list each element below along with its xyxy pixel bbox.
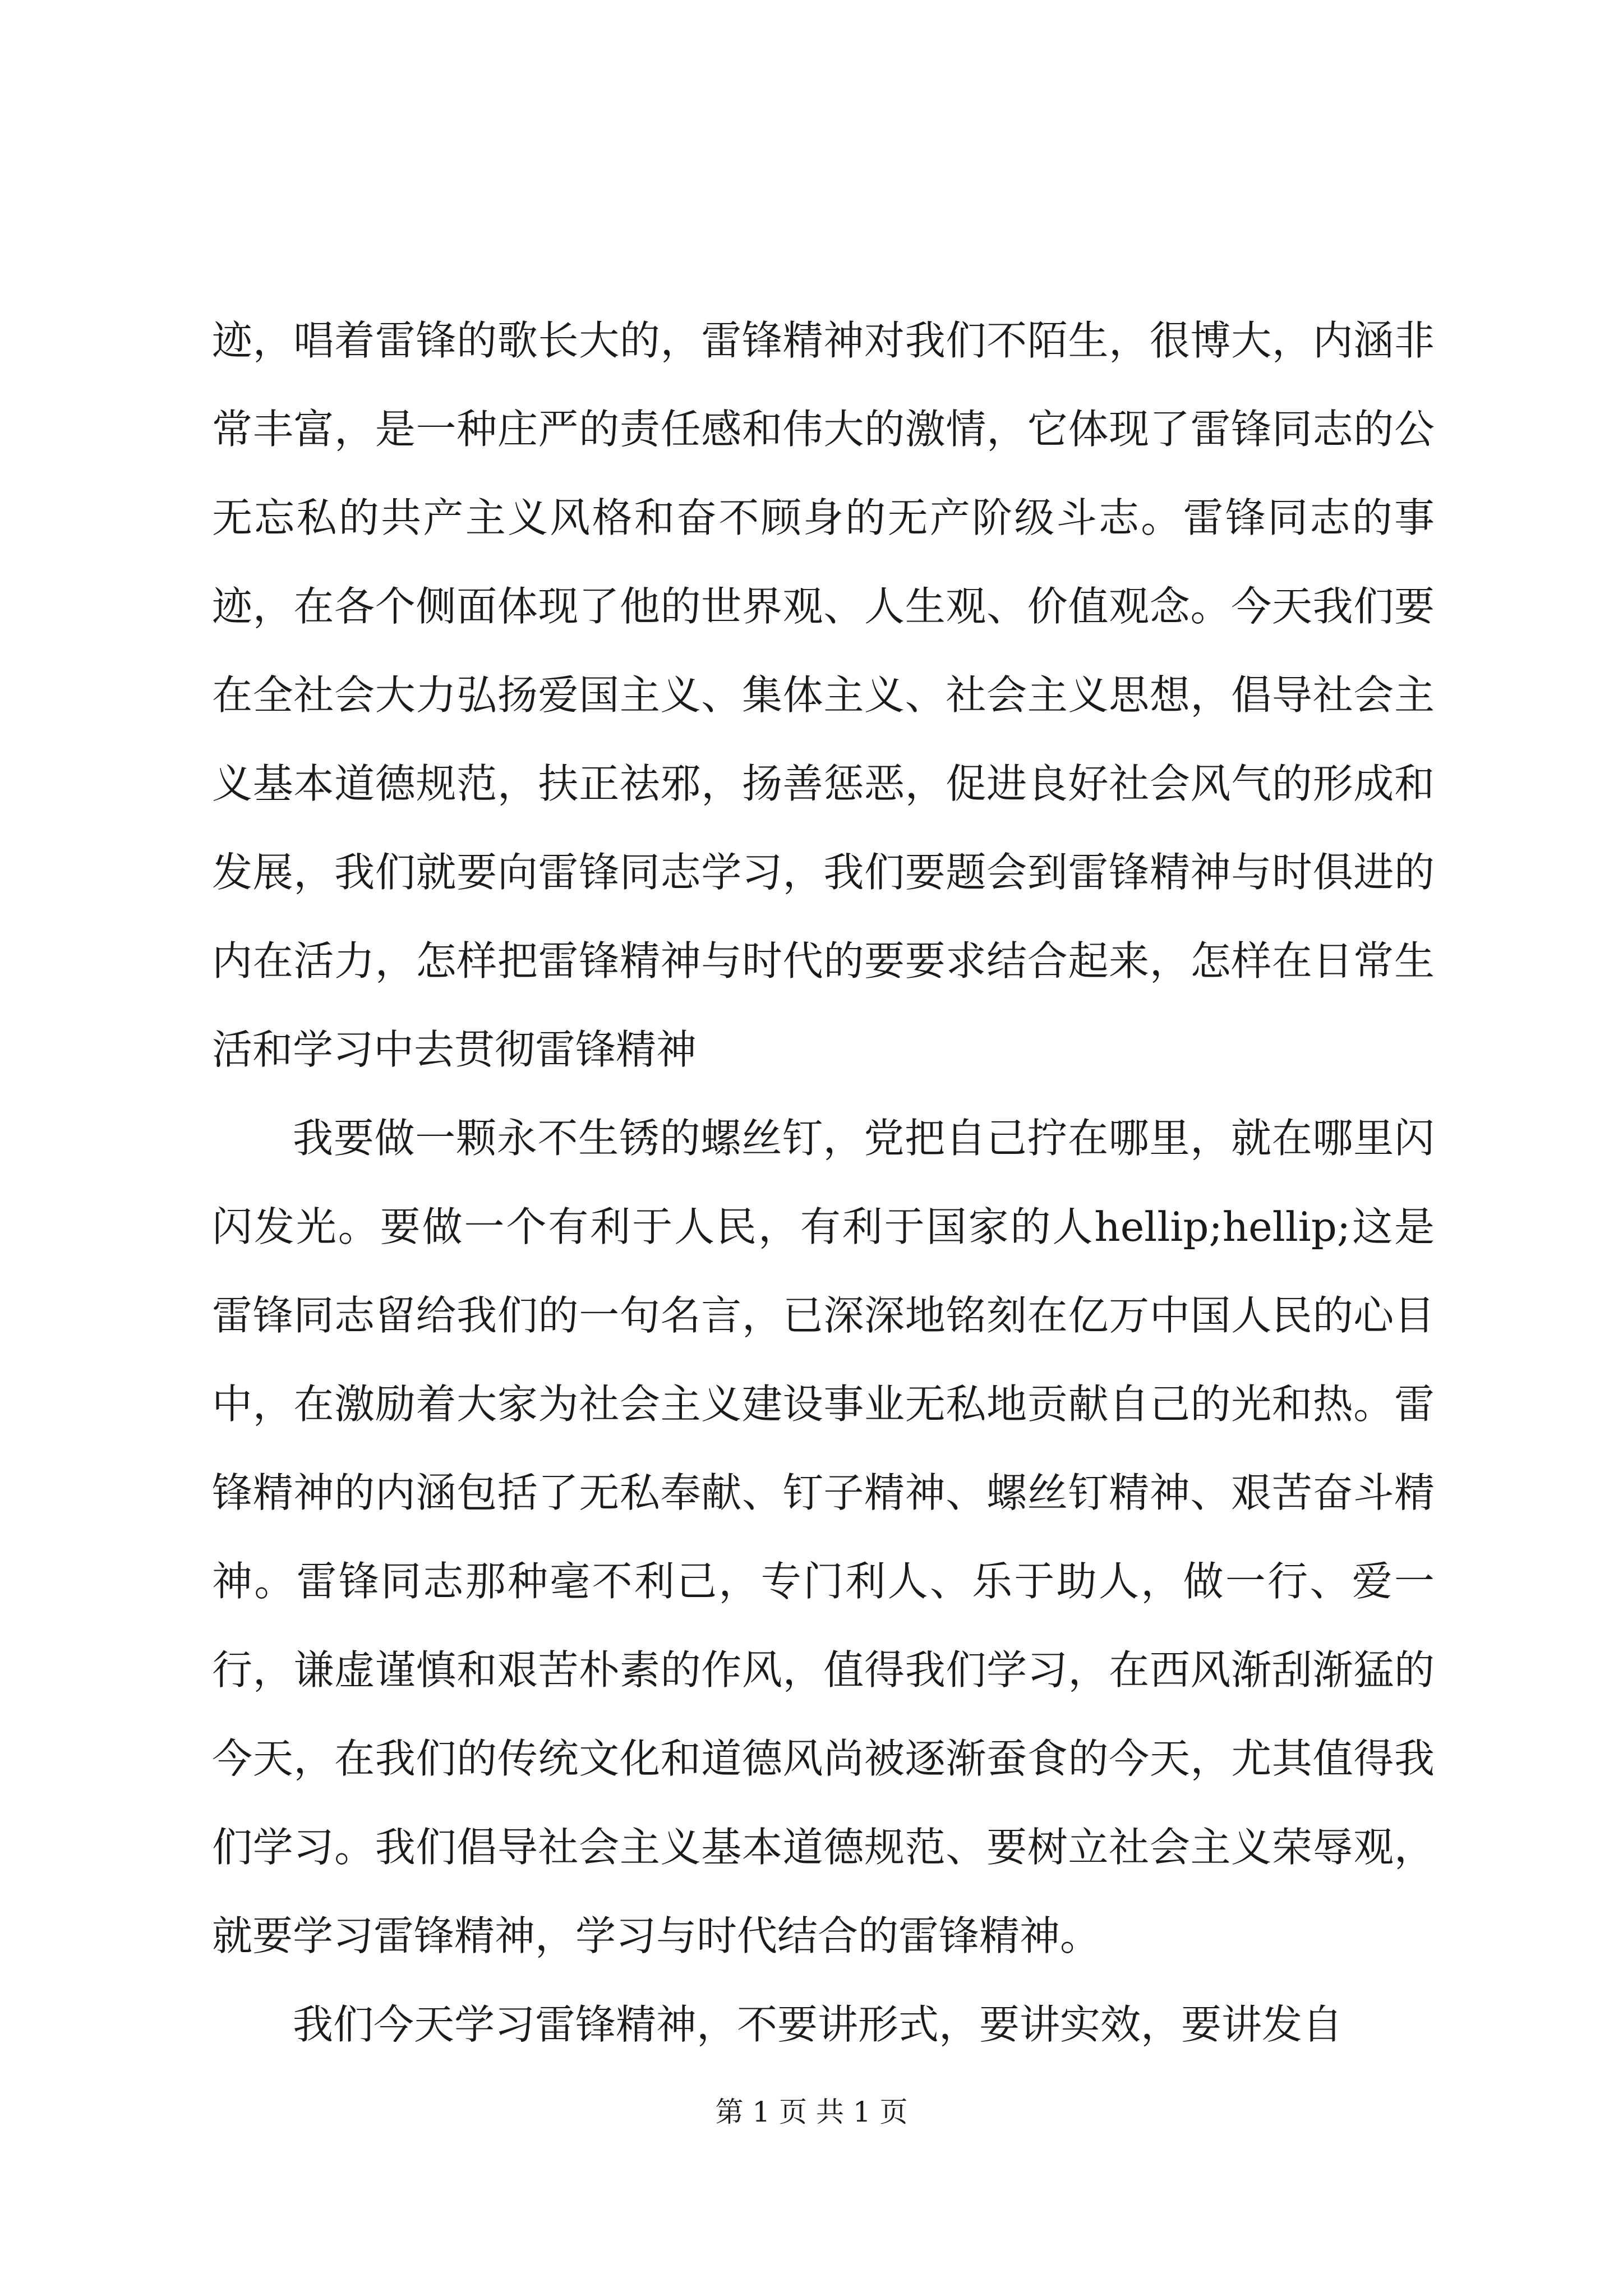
page-number-label: 第 1 页 共 1 页 bbox=[715, 2096, 908, 2128]
paragraph-1: 迹，唱着雷锋的歌长大的，雷锋精神对我们不陌生，很博大，内涵非常丰富，是一种庄严的责任感和伟大的激情，它体现了雷锋同志的公无忘私的共产主义风格和奋不顾身的无产阶级斗志。雷锋同志的事迹，在各个侧面体现了他的世界观、人生观、价值观念。今天我们要在全社会大力弘扬爱国主义、集体主义、社会主义思想，倡导社会主义基本道德规范，扶正祛邪，扬善惩恶，促进良好社会风气的形成和发展，我们就要向雷锋同志学习，我们要题会到雷锋精神与时俱进的内在活力，怎样把雷锋精神与时代的要要求结合起来，怎样在日常生活和学习中去贯彻雷锋精神 bbox=[212, 317, 1435, 1073]
paragraph-3: 我们今天学习雷锋精神，不要讲形式，要讲实效，要讲发自 bbox=[293, 2001, 1343, 2048]
document-body bbox=[212, 296, 1435, 2069]
paragraph-2: 我要做一颗永不生锈的螺丝钉，党把自己拧在哪里，就在哪里闪闪发光。要做一个有利于人民，有利于国家的人hellip;hellip;这是雷锋同志留给我们的一句名言，已深深地铭刻在亿万中国人民的心目中，在激励着大家为社会主义建设事业无私地贡献自己的光和热。雷锋精神的内涵包括了无私奉献、钉子精神、螺丝钉精神、艰苦奋斗精神。雷锋同志那种毫不利己，专门利人、乐于助人，做一行、爱一行，谦虚谨慎和艰苦朴素的作风，值得我们学习，在西风渐刮渐猛的今天，在我们的传统文化和道德风尚被逐渐蚕食的今天，尤其值得我们学习。我们倡导社会主义基本道德规范、要树立社会主义荣辱观，就要学习雷锋精神，学习与时代结合的雷锋精神。 bbox=[212, 1115, 1435, 1959]
page-footer bbox=[0, 2095, 1623, 2129]
